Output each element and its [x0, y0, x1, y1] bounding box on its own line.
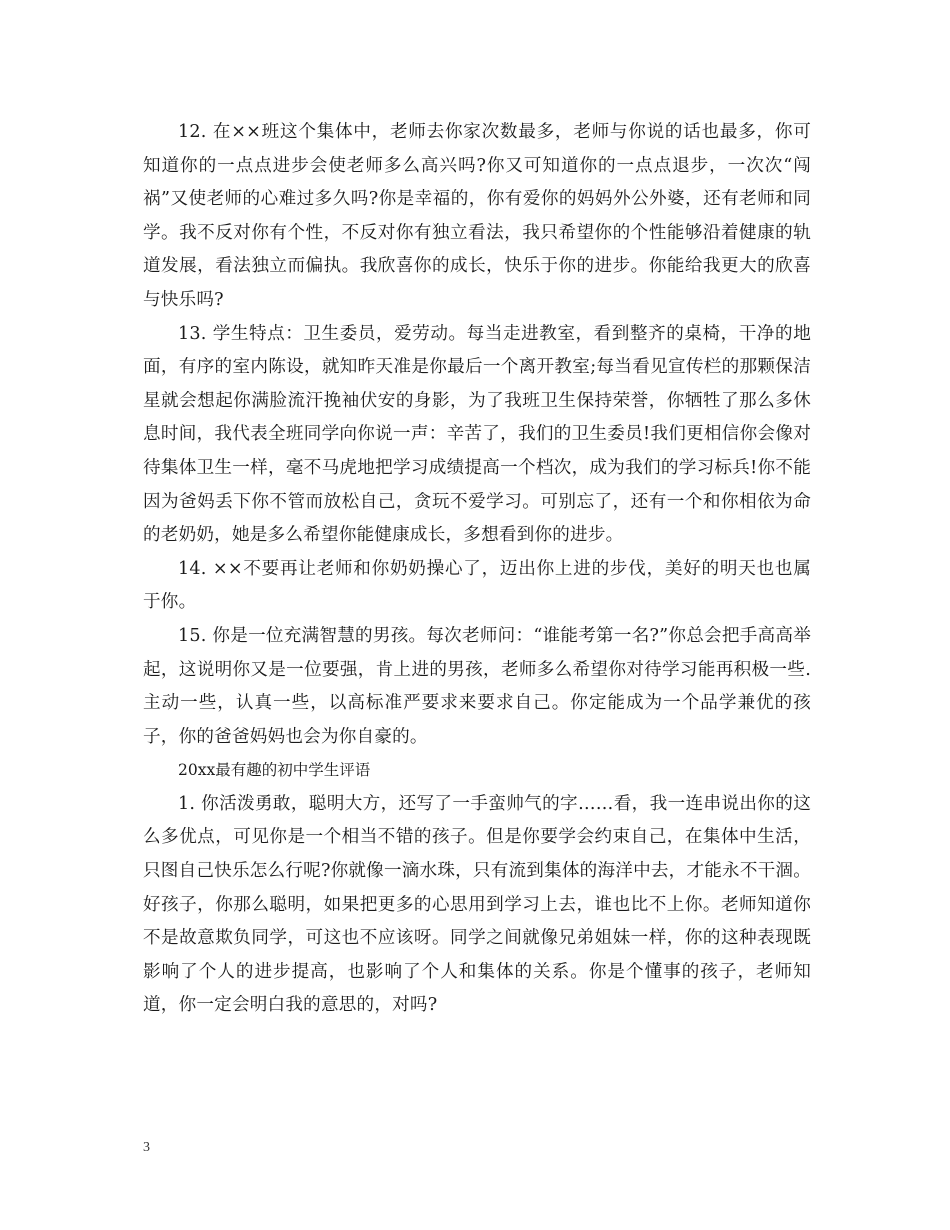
paragraph-14: 14. ××不要再让老师和你奶奶操心了，迈出你上进的步伐，美好的明天也也属于你。 [143, 558, 811, 613]
section-heading: 20xx最有趣的初中学生评语 [178, 761, 371, 780]
paragraph-15: 15. 你是一位充满智慧的男孩。每次老师问：“谁能考第一名?”你总会把手高高举起，这说明你又是一位要强，肯上进的男孩，老师多么希望你对待学习能再积极一些.主动一些，认真一些，以高标准严要求来要求自己。你定能成为一个品学兼优的孩子，你的爸爸妈妈也会为你自豪的。 [143, 625, 811, 747]
paragraph-12: 12. 在××班这个集体中，老师去你家次数最多，老师与你说的话也最多，你可知道你的一点点进步会使老师多么高兴吗?你又可知道你的一点点退步，一次次“闯祸”又使老师的心难过多久吗?你是幸福的，你有爱你的妈妈外公外婆，还有老师和同学。我不反对你有个性，不反对你有独立看法，我只希望你的个性能够沿着健康的轨道发展，看法独立而偏执。我欣喜你的成长，快乐于你的进步。你能给我更大的欣喜与快乐吗? [143, 122, 811, 310]
paragraph-13: 13. 学生特点：卫生委员，爱劳动。每当走进教室，看到整齐的桌椅，干净的地面，有序的室内陈设，就知昨天准是你最后一个离开教室;每当看见宣传栏的那颗保洁星就会想起你满脸流汗挽袖伏安的身影，为了我班卫生保持荣誉，你牺牲了那么多休息时间，我代表全班同学向你说一声：辛苦了，我们的卫生委员!我们更相信你会像对待集体卫生一样，毫不马虎地把学习成绩提高一个档次，成为我们的学习标兵!你不能因为爸妈丢下你不管而放松自己，贪玩不爱学习。可别忘了，还有一个和你相依为命的老奶奶，她是多么希望你能健康成长，多想看到你的进步。 [143, 323, 811, 546]
page-number: 3 [143, 1140, 150, 1155]
section-paragraph-1: 1. 你活泼勇敢，聪明大方，还写了一手蛮帅气的字……看，我一连串说出你的这么多优点，可见你是一个相当不错的孩子。但是你要学会约束自己，在集体中生活，只图自己快乐怎么行呢?你就像一滴水珠，只有流到集体的海洋中去，才能永不干涸。好孩子，你那么聪明，如果把更多的心思用到学习上去，谁也比不上你。老师知道你不是故意欺负同学，可这也不应该呀。同学之间就像兄弟姐妹一样，你的这种表现既影响了个人的进步提高，也影响了个人和集体的关系。你是个懂事的孩子，老师知道，你一定会明白我的意思的，对吗? [143, 793, 812, 1016]
document-page [143, 116, 811, 1023]
